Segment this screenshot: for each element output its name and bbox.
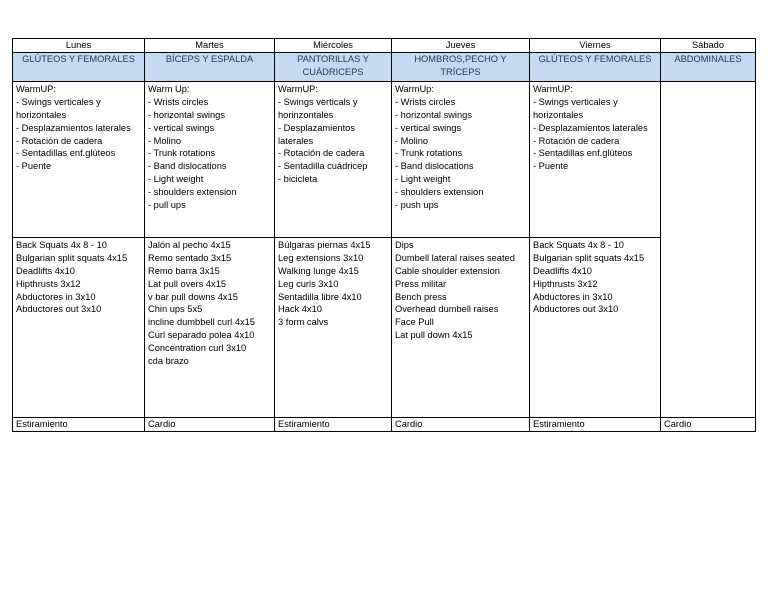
day-cell: Viernes (530, 39, 661, 53)
warmup-line: - horizontal swings (395, 109, 472, 120)
warmup-cell (530, 81, 661, 237)
exercise-line: Abductores in 3x10 (16, 291, 96, 302)
warmup-line: - Band dislocations (395, 161, 474, 172)
exercise-line: Walking lunge 4x15 (278, 265, 359, 276)
exercise-line: Remo barra 3x15 (148, 265, 220, 276)
exercise-cell (13, 237, 145, 417)
exercise-line: Abductores in 3x10 (533, 291, 613, 302)
exercise-line: Chin ups 5x5 (148, 304, 203, 315)
exercise-line: Back Squats 4x 8 - 10 (16, 239, 107, 250)
warmup-line: - shoulders extension (395, 187, 484, 198)
exercise-line: Remo sentado 3x15 (148, 252, 232, 263)
focus-cell: ABDOMINALES (661, 52, 756, 81)
focus-cell: HOMBROS,PECHO Y TRÍCEPS (392, 52, 530, 81)
warmup-line: - Rotación de cadera (533, 135, 620, 146)
warmup-line: horinzontales (278, 109, 334, 120)
exercise-cell (392, 237, 530, 417)
day-cell: Jueves (392, 39, 530, 53)
warmup-line: - Band dislocations (148, 161, 227, 172)
focus-cell: GLÚTEOS Y FEMORALES (13, 52, 145, 81)
warmup-line: - bicicleta (278, 174, 318, 185)
warmup-line: - Desplazamientos laterales (533, 122, 648, 133)
warmup-line: - Desplazamientos laterales (16, 122, 131, 133)
warmup-line: - Sentadilla cuádricep (278, 161, 368, 172)
focus-cell: BÍCEPS Y ESPALDA (145, 52, 275, 81)
exercise-line: Dumbell lateral raises seated (395, 252, 515, 263)
warmup-line: - Wrists circles (148, 96, 209, 107)
cooldown-cell: Estiramiento (530, 417, 661, 431)
warmup-row (13, 81, 756, 237)
warmup-line: - shoulders extension (148, 187, 237, 198)
warmup-line: - vertical swings (148, 122, 215, 133)
day-header-row (13, 39, 756, 53)
exercise-cell (530, 237, 661, 417)
warmup-line: - Swings verticales y (533, 96, 618, 107)
warmup-line: horizontales (16, 109, 67, 120)
warmup-line: - Trunk rotations (395, 148, 463, 159)
warmup-line: - Sentadillas enf.glúteos (16, 148, 116, 159)
cooldown-cell: Cardio (145, 417, 275, 431)
warmup-line: - horizontal swings (148, 109, 225, 120)
warmup-line: - Sentadillas enf.glúteos (533, 148, 633, 159)
exercise-line: Deadlifts 4x10 (533, 265, 592, 276)
warmup-line: - Molino (395, 135, 429, 146)
exercise-line: Face Pull (395, 317, 434, 328)
warmup-line: - Light weight (395, 174, 451, 185)
warmup-line: - Puente (16, 161, 52, 172)
warmup-cell (145, 81, 275, 237)
warmup-line: - Light weight (148, 174, 204, 185)
warmup-cell (275, 81, 392, 237)
warmup-line: - Rotación de cadera (278, 148, 365, 159)
warmup-line: - Puente (533, 161, 569, 172)
focus-cell: GLÚTEOS Y FEMORALES (530, 52, 661, 81)
exercise-line: Hipthrusts 3x12 (16, 278, 81, 289)
exercise-line: Bulgarian split squats 4x15 (16, 252, 128, 263)
cooldown-cell: Estiramiento (13, 417, 145, 431)
exercise-line: Lat pull down 4x15 (395, 330, 473, 341)
cooldown-cell: Cardio (661, 417, 756, 431)
exercise-line: incline dumbbell curl 4x15 (148, 317, 255, 328)
warmup-line: - Desplazamientos (278, 122, 355, 133)
exercise-line: 3 form calvs (278, 317, 329, 328)
day-cell: Lunes (13, 39, 145, 53)
exercise-cell (145, 237, 275, 417)
day-cell: Martes (145, 39, 275, 53)
exercise-line: Overhead dumbell raises (395, 304, 499, 315)
warmup-cell (392, 81, 530, 237)
cooldown-cell: Estiramiento (275, 417, 392, 431)
day-cell: Sábado (661, 39, 756, 53)
warmup-line: - pull ups (148, 200, 186, 211)
exercise-line: Jalón al pecho 4x15 (148, 239, 231, 250)
exercise-line: Abductores out 3x10 (16, 304, 102, 315)
warmup-line: - Molino (148, 135, 182, 146)
warmup-line: - Swings verticals y (278, 96, 358, 107)
cooldown-row (13, 417, 756, 431)
day-cell: Miércoles (275, 39, 392, 53)
exercise-line: Deadlifts 4x10 (16, 265, 75, 276)
exercise-line: Abductores out 3x10 (533, 304, 619, 315)
warmup-line: - Swings verticales y (16, 96, 101, 107)
exercise-line: Hack 4x10 (278, 304, 322, 315)
warmup-line: WarmUP: (278, 83, 318, 94)
exercise-row (13, 237, 756, 417)
exercise-line: Dips (395, 239, 414, 250)
warmup-line: WarmUp: (395, 83, 434, 94)
warmup-line: Warm Up: (148, 83, 190, 94)
warmup-line: WarmUP: (16, 83, 56, 94)
exercise-line: Leg curls 3x10 (278, 278, 339, 289)
exercise-line: Lat pull overs 4x15 (148, 278, 227, 289)
warmup-line: - push ups (395, 200, 439, 211)
exercise-line: v bar pull downs 4x15 (148, 291, 238, 302)
exercise-line: Búlgaras piernas 4x15 (278, 239, 371, 250)
warmup-line: - Wrists circles (395, 96, 456, 107)
exercise-cell (275, 237, 392, 417)
saturday-empty-cell (661, 81, 756, 417)
exercise-line: Curl separado polea 4x10 (148, 330, 255, 341)
warmup-line: WarmUP: (533, 83, 573, 94)
focus-cell: PANTORILLAS Y CUÁDRICEPS (275, 52, 392, 81)
cooldown-cell: Cardio (392, 417, 530, 431)
muscle-focus-row (13, 52, 756, 81)
exercise-line: Back Squats 4x 8 - 10 (533, 239, 624, 250)
exercise-line: Leg extensions 3x10 (278, 252, 364, 263)
weekly-workout-table (12, 38, 756, 432)
warmup-line: - Rotación de cadera (16, 135, 103, 146)
warmup-line: laterales (278, 135, 314, 146)
exercise-line: Concentration curl 3x10 (148, 343, 247, 354)
exercise-line: Cable shoulder extension (395, 265, 500, 276)
warmup-cell (13, 81, 145, 237)
exercise-line: Bench press (395, 291, 447, 302)
exercise-line: Hipthrusts 3x12 (533, 278, 598, 289)
exercise-line: Press militar (395, 278, 447, 289)
exercise-line: Sentadilla libre 4x10 (278, 291, 362, 302)
exercise-line: cda brazo (148, 356, 189, 367)
exercise-line: Bulgarian split squats 4x15 (533, 252, 645, 263)
warmup-line: horizontales (533, 109, 584, 120)
warmup-line: - Trunk rotations (148, 148, 216, 159)
warmup-line: - vertical swings (395, 122, 462, 133)
